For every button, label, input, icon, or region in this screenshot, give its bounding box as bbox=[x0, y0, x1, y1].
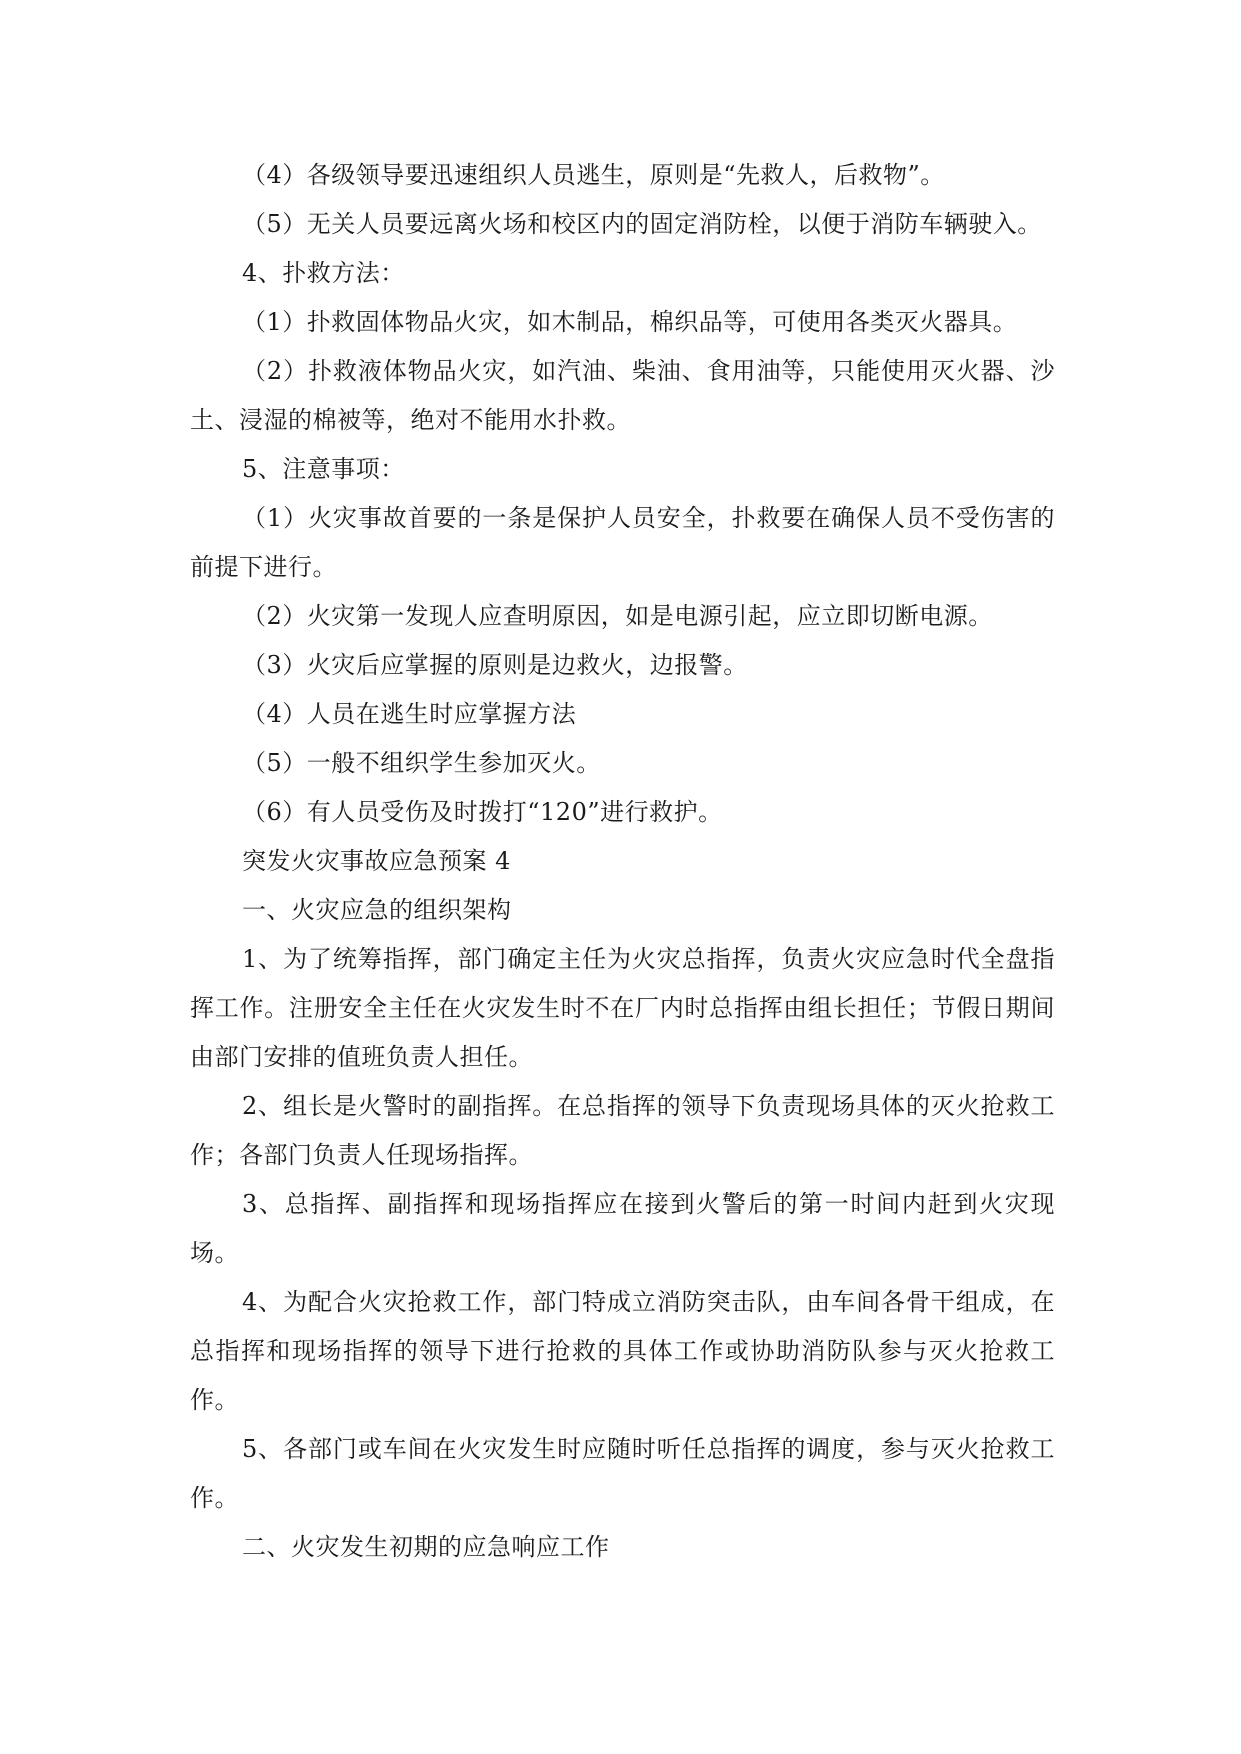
section-heading: 二、火灾发生初期的应急响应工作 bbox=[242, 1533, 610, 1561]
paragraph: （3）火灾后应掌握的原则是边救火，边报警。 bbox=[242, 651, 748, 679]
section-heading: 4、扑救方法： bbox=[242, 259, 405, 287]
paragraph: 5、各部门或车间在火灾发生时应随时听任总指挥的调度，参与灭火抢救工作。 bbox=[190, 1435, 1055, 1512]
document-body bbox=[190, 151, 1055, 1572]
section-heading: 一、火灾应急的组织架构 bbox=[242, 896, 512, 924]
paragraph: 3、总指挥、副指挥和现场指挥应在接到火警后的第一时间内赶到火灾现场。 bbox=[190, 1190, 1055, 1267]
paragraph: 4、为配合火灾抢救工作，部门特成立消防突击队，由车间各骨干组成，在总指挥和现场指挥的领导下进行抢救的具体工作或协助消防队参与灭火抢救工作。 bbox=[190, 1288, 1055, 1414]
paragraph: （4）各级领导要迅速组织人员逃生，原则是“先救人，后救物”。 bbox=[242, 161, 945, 189]
paragraph: （1）火灾事故首要的一条是保护人员安全，扑救要在确保人员不受伤害的前提下进行。 bbox=[190, 504, 1055, 581]
document-title: 突发火灾事故应急预案 4 bbox=[242, 847, 511, 875]
paragraph: （5）一般不组织学生参加灭火。 bbox=[242, 749, 601, 777]
paragraph: （6）有人员受伤及时拨打“120”进行救护。 bbox=[242, 798, 723, 826]
paragraph: （5）无关人员要远离火场和校区内的固定消防栓，以便于消防车辆驶入。 bbox=[242, 210, 1042, 238]
paragraph: 2、组长是火警时的副指挥。在总指挥的领导下负责现场具体的灭火抢救工作；各部门负责人任现场指挥。 bbox=[190, 1092, 1055, 1169]
paragraph: （2）扑救液体物品火灾，如汽油、柴油、食用油等，只能使用灭火器、沙土、浸湿的棉被等，绝对不能用水扑救。 bbox=[190, 357, 1055, 434]
paragraph: 1、为了统筹指挥，部门确定主任为火灾总指挥，负责火灾应急时代全盘指挥工作。注册安全主任在火灾发生时不在厂内时总指挥由组长担任；节假日期间由部门安排的值班负责人担任。 bbox=[190, 945, 1055, 1071]
section-heading: 5、注意事项： bbox=[242, 455, 405, 483]
paragraph: （1）扑救固体物品火灾，如木制品，棉织品等，可使用各类灭火器具。 bbox=[242, 308, 1018, 336]
paragraph: （4）人员在逃生时应掌握方法 bbox=[242, 700, 577, 728]
paragraph: （2）火灾第一发现人应查明原因，如是电源引起，应立即切断电源。 bbox=[242, 602, 993, 630]
